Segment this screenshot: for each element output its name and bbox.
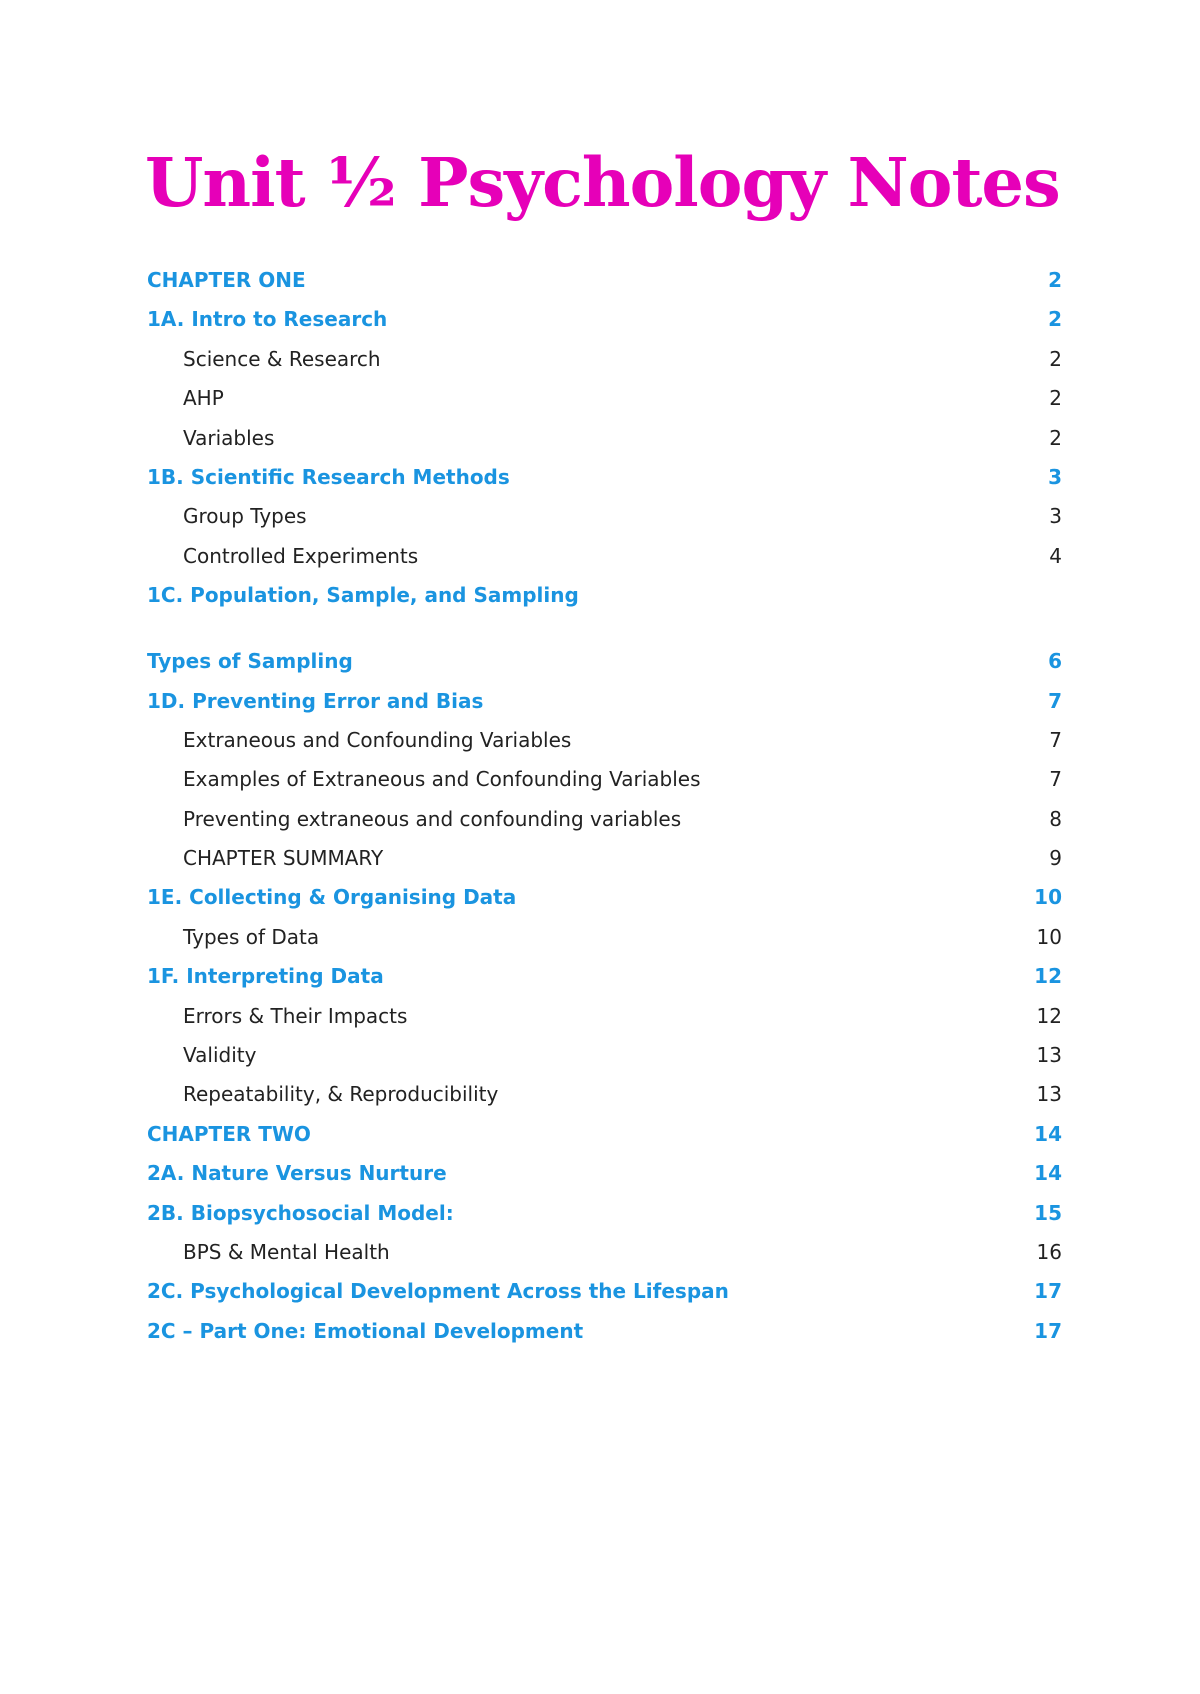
toc-entry-label: CHAPTER SUMMARY: [183, 846, 384, 871]
toc-entry-label: CHAPTER ONE: [147, 268, 306, 292]
toc-entry-page: 10: [1034, 885, 1062, 910]
toc-entry[interactable]: [147, 1201, 1062, 1240]
toc-entry-page: 13: [1036, 1082, 1062, 1107]
toc-entry[interactable]: [147, 807, 1062, 846]
toc-entry-label: 1A. Intro to Research: [147, 307, 388, 332]
toc-entry[interactable]: [147, 1082, 1062, 1121]
toc-entry-page: 14: [1034, 1121, 1062, 1146]
toc-entry[interactable]: [147, 925, 1062, 964]
toc-entry[interactable]: [147, 504, 1062, 543]
toc-entry[interactable]: [147, 689, 1062, 728]
toc-entry-page: 6: [1048, 649, 1062, 674]
toc-entry[interactable]: [147, 728, 1062, 767]
toc-entry[interactable]: [147, 544, 1062, 583]
toc-entry[interactable]: [147, 307, 1062, 346]
toc-entry[interactable]: [147, 386, 1062, 425]
toc-entry[interactable]: [147, 964, 1062, 1003]
toc-entry-label: 1D. Preventing Error and Bias: [147, 688, 484, 713]
toc-entry-page: 12: [1034, 964, 1062, 989]
toc-entry-label: Controlled Experiments: [183, 543, 419, 568]
toc-entry-page: 2: [1049, 386, 1062, 411]
toc-entry-page: 7: [1048, 688, 1062, 713]
toc-entry-label: 2A. Nature Versus Nurture: [147, 1161, 447, 1186]
toc-entry-label: Preventing extraneous and confounding variables: [183, 806, 682, 831]
toc-entry-page: 8: [1049, 806, 1062, 831]
toc-entry-label: 2B. Biopsychosocial Model:: [147, 1200, 454, 1225]
toc-entry-page: 15: [1034, 1200, 1062, 1225]
toc-entry-label: CHAPTER TWO: [147, 1121, 311, 1146]
toc-entry[interactable]: [147, 846, 1062, 885]
toc-entry[interactable]: [147, 426, 1062, 465]
toc-entry[interactable]: [147, 767, 1062, 806]
toc-entry-label: Validity: [183, 1043, 257, 1068]
toc-entry[interactable]: [147, 268, 1062, 307]
toc-entry-page: 7: [1049, 727, 1062, 752]
toc-entry-page: 17: [1034, 1279, 1062, 1304]
toc-entry[interactable]: [147, 1240, 1062, 1279]
toc-entry-page: 13: [1036, 1043, 1062, 1068]
toc-entry-label: 1C. Population, Sample, and Sampling: [147, 583, 579, 608]
document-title: Unit ½ Psychology Notes: [145, 143, 1060, 222]
toc-entry-page: 7: [1049, 767, 1062, 792]
toc-entry[interactable]: [147, 1279, 1062, 1318]
table-of-contents: [147, 268, 1062, 1358]
toc-entry-label: Extraneous and Confounding Variables: [183, 727, 572, 752]
toc-entry-page: 2: [1048, 268, 1062, 292]
toc-entry[interactable]: [147, 1122, 1062, 1161]
toc-entry-page: 2: [1049, 346, 1062, 371]
toc-entry-page: 12: [1036, 1003, 1062, 1028]
toc-entry-label: Types of Sampling: [147, 649, 353, 674]
toc-entry-label: Science & Research: [183, 346, 381, 371]
toc-entry[interactable]: [147, 583, 1062, 649]
toc-entry-label: Examples of Extraneous and Confounding Variables: [183, 767, 701, 792]
toc-entry-page: 10: [1036, 924, 1062, 949]
toc-entry-label: 1E. Collecting & Organising Data: [147, 885, 517, 910]
toc-entry-label: Errors & Their Impacts: [183, 1003, 408, 1028]
toc-entry[interactable]: [147, 465, 1062, 504]
toc-entry-page: 2: [1049, 425, 1062, 450]
toc-entry-page: 4: [1049, 543, 1062, 568]
toc-entry-label: 2C. Psychological Development Across the Lifespan: [147, 1279, 729, 1304]
toc-entry-page: 14: [1034, 1161, 1062, 1186]
toc-entry-label: BPS & Mental Health: [183, 1239, 390, 1264]
toc-entry-label: Variables: [183, 425, 275, 450]
toc-entry-label: Group Types: [183, 504, 307, 529]
toc-entry-page: 3: [1049, 504, 1062, 529]
toc-entry[interactable]: [147, 1043, 1062, 1082]
toc-entry[interactable]: [147, 1319, 1062, 1358]
toc-entry-label: Repeatability, & Reproducibility: [183, 1082, 499, 1107]
toc-entry-label: AHP: [183, 386, 224, 411]
toc-entry-page: 2: [1048, 307, 1062, 332]
toc-entry-label: 2C – Part One: Emotional Development: [147, 1318, 584, 1343]
toc-entry-page: 9: [1049, 846, 1062, 871]
toc-entry[interactable]: [147, 1004, 1062, 1043]
toc-entry[interactable]: [147, 885, 1062, 924]
toc-entry[interactable]: [147, 649, 1062, 688]
toc-entry[interactable]: [147, 347, 1062, 386]
toc-entry-page: 3: [1048, 464, 1062, 489]
toc-entry-label: 1B. Scientific Research Methods: [147, 464, 510, 489]
toc-entry-page: 17: [1034, 1318, 1062, 1343]
toc-entry-label: 1F. Interpreting Data: [147, 964, 384, 989]
toc-entry[interactable]: [147, 1161, 1062, 1200]
toc-entry-label: Types of Data: [183, 924, 320, 949]
toc-entry-page: 16: [1036, 1239, 1062, 1264]
